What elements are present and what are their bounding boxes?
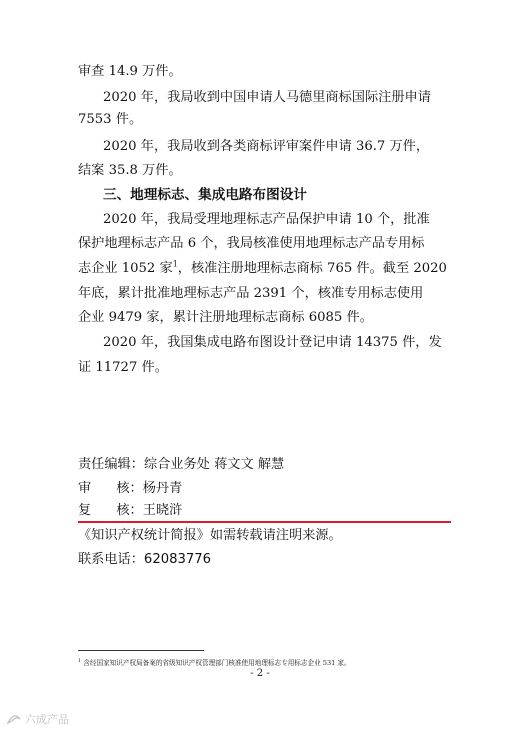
- red-divider: [78, 521, 451, 523]
- paragraph-line: [78, 261, 447, 277]
- paragraph-text: ，核准注册地理标志商标 765 件。截至 2020: [177, 261, 447, 276]
- paragraph-line: 年底，累计批准地理标志产品 2391 个，核准专用标志使用: [78, 286, 424, 301]
- watermark: [6, 711, 69, 727]
- section-heading: 三、地理标志、集成电路布图设计: [103, 187, 307, 203]
- editor-line: [78, 457, 284, 473]
- footnote-number: 1: [78, 657, 82, 664]
- paragraph-line: 2020 年，我国集成电路布图设计登记申请 14375 件，发: [103, 335, 442, 350]
- footnote-divider: [78, 650, 204, 651]
- page-number: - 2 -: [250, 668, 270, 679]
- watermark-text: 六成产品: [25, 713, 69, 726]
- reprint-notice: 《知识产权统计简报》如需转载请注明来源。: [78, 528, 342, 543]
- paragraph-line: 2020 年，我局受理地理标志产品保护申请 10 个，批准: [103, 212, 430, 227]
- paragraph-line: 2020 年，我局收到中国申请人马德里商标国际注册申请: [103, 90, 431, 105]
- recheck-label: 复 核：: [78, 503, 143, 518]
- recheck-value: 王晓浒: [142, 503, 183, 518]
- review-label: 审 核：: [78, 481, 143, 496]
- recheck-line: [78, 503, 182, 519]
- editor-value: 综合业务处 蒋文文 解慧: [143, 457, 285, 472]
- watermark-logo-icon: [6, 713, 22, 726]
- paragraph-line: 保护地理标志产品 6 个，我局核准使用地理标志产品专用标: [78, 236, 425, 251]
- paragraph-line: 证 11727 件。: [78, 360, 168, 375]
- footnote-text: 含经国家知识产权局备案的省级知识产权管理部门核准使用地理标志专用标志企业 531 家。: [83, 659, 351, 667]
- footnote-marker: 1: [172, 259, 178, 269]
- paragraph-line: 7553 件。: [78, 112, 143, 127]
- contact-phone: 联系电话：62083776: [78, 552, 212, 567]
- paragraph-text: 志企业 1052 家: [78, 261, 173, 276]
- review-line: [78, 481, 182, 497]
- paragraph-line: 审查 14.9 万件。: [78, 64, 182, 79]
- paragraph-line: 结案 35.8 万件。: [78, 163, 182, 178]
- review-value: 杨丹青: [142, 481, 183, 496]
- paragraph-line: 企业 9479 家，累计注册地理标志商标 6085 件。: [78, 310, 373, 325]
- editor-label: 责任编辑：: [78, 457, 144, 472]
- paragraph-line: 2020 年，我局收到各类商标评审案件申请 36.7 万件，: [103, 139, 430, 154]
- footnote: [78, 657, 351, 667]
